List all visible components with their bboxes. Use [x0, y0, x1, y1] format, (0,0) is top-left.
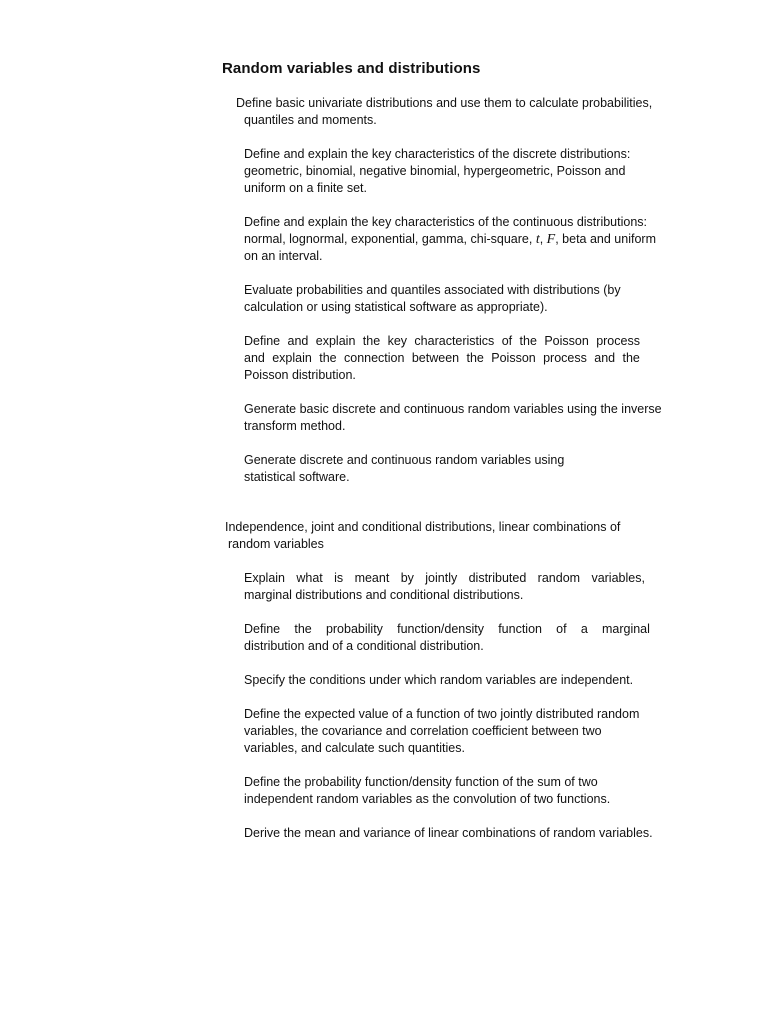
objective-paragraph — [244, 621, 650, 655]
word: what — [296, 571, 323, 585]
text-fragment: , beta and uniform — [555, 232, 656, 246]
objective-paragraph — [244, 146, 630, 197]
word: the — [466, 351, 484, 365]
objective-line: statistical software. — [244, 470, 350, 484]
word: the — [622, 351, 640, 365]
objective-line: Define and explain the key characteristics of the continuous distributions: — [244, 215, 648, 229]
objective-line: Define basic univariate distributions and use them to calculate probabilities, — [236, 96, 653, 110]
word: characteristics — [414, 334, 495, 348]
word: meant — [354, 571, 390, 585]
objective-line: geometric, binomial, negative binomial, hypergeometric, Poisson and — [244, 164, 626, 178]
objective-line: calculation or using statistical software as appropriate). — [244, 300, 548, 314]
word: function/density — [397, 622, 484, 636]
word: of — [501, 334, 513, 348]
word: explain — [272, 351, 312, 365]
word: process — [596, 334, 640, 348]
objective-line: Derive the mean and variance of linear combinations of random variables. — [244, 826, 653, 840]
justified-line — [244, 350, 640, 367]
objective-paragraph — [244, 774, 610, 808]
objective-paragraph — [244, 570, 645, 604]
word: probability — [325, 622, 383, 636]
objective-paragraph — [244, 333, 640, 384]
objective-paragraph — [244, 825, 653, 842]
word: a — [580, 622, 588, 636]
word: and — [287, 334, 309, 348]
word: jointly — [425, 571, 458, 585]
objective-line: marginal distributions and conditional distributions. — [244, 588, 524, 602]
f-distribution-symbol: F — [546, 232, 556, 247]
word: process — [543, 351, 587, 365]
word: by — [400, 571, 414, 585]
objective-line: transform method. — [244, 419, 346, 433]
t-distribution-symbol: t — [535, 232, 540, 247]
objective-paragraph — [244, 706, 639, 757]
objective-line: quantiles and moments. — [244, 113, 377, 127]
objective-paragraph — [244, 401, 662, 435]
objective-paragraph — [244, 214, 656, 265]
word: and — [244, 351, 265, 365]
word: marginal — [601, 622, 650, 636]
word: is — [334, 571, 344, 585]
objective-line: Evaluate probabilities and quantiles associated with distributions (by — [244, 283, 621, 297]
objective-line: Generate discrete and continuous random variables using — [244, 453, 565, 467]
justified-line — [244, 570, 645, 587]
objective-line: Poisson distribution. — [244, 368, 356, 382]
word: Poisson — [544, 334, 589, 348]
word: connection — [344, 351, 405, 365]
word: of — [556, 622, 567, 636]
word: variables, — [591, 571, 645, 585]
objective-line: Define the probability function/density function of the sum of two — [244, 775, 598, 789]
objective-paragraph — [236, 95, 652, 129]
objective-line: independent random variables as the convolution of two functions. — [244, 792, 611, 806]
objective-line: Define the expected value of a function of two jointly distributed random — [244, 707, 640, 721]
word: the — [362, 334, 381, 348]
word: explain — [315, 334, 356, 348]
word: Poisson — [491, 351, 536, 365]
text-fragment: normal, lognormal, exponential, gamma, chi-square, — [244, 232, 536, 246]
objective-paragraph — [244, 452, 564, 486]
section-heading-line: Independence, joint and conditional distributions, linear combinations of — [225, 520, 621, 534]
section-heading-line: random variables — [228, 537, 324, 551]
objective-line: Define and explain the key characteristics of the discrete distributions: — [244, 147, 631, 161]
section-heading-independence — [225, 519, 620, 553]
objective-line — [244, 231, 656, 248]
word: Define — [244, 334, 281, 348]
objective-paragraph — [244, 672, 633, 689]
objective-line: distribution and of a conditional distribution. — [244, 639, 484, 653]
objective-paragraph — [244, 282, 621, 316]
word: key — [387, 334, 408, 348]
section-heading-random-variables: Random variables and distributions — [222, 60, 481, 77]
word: and — [594, 351, 616, 365]
text-fragment: , — [539, 232, 547, 246]
word: Explain — [244, 571, 285, 585]
word: random — [537, 571, 581, 585]
justified-line — [244, 333, 640, 350]
objective-line: variables, and calculate such quantities. — [244, 741, 465, 755]
justified-line — [244, 621, 650, 638]
objective-line: Generate basic discrete and continuous random variables using the inverse — [244, 402, 662, 416]
word: between — [411, 351, 460, 365]
objective-line: Specify the conditions under which random variables are independent. — [244, 673, 634, 687]
word: the — [519, 334, 537, 348]
word: Define — [244, 622, 281, 636]
objective-line: on an interval. — [244, 249, 323, 263]
objective-line: uniform on a finite set. — [244, 181, 367, 195]
objective-line: variables, the covariance and correlation coefficient between two — [244, 724, 602, 738]
word: distributed — [468, 571, 527, 585]
word: the — [319, 351, 337, 365]
word: function — [498, 622, 542, 636]
word: the — [294, 622, 312, 636]
